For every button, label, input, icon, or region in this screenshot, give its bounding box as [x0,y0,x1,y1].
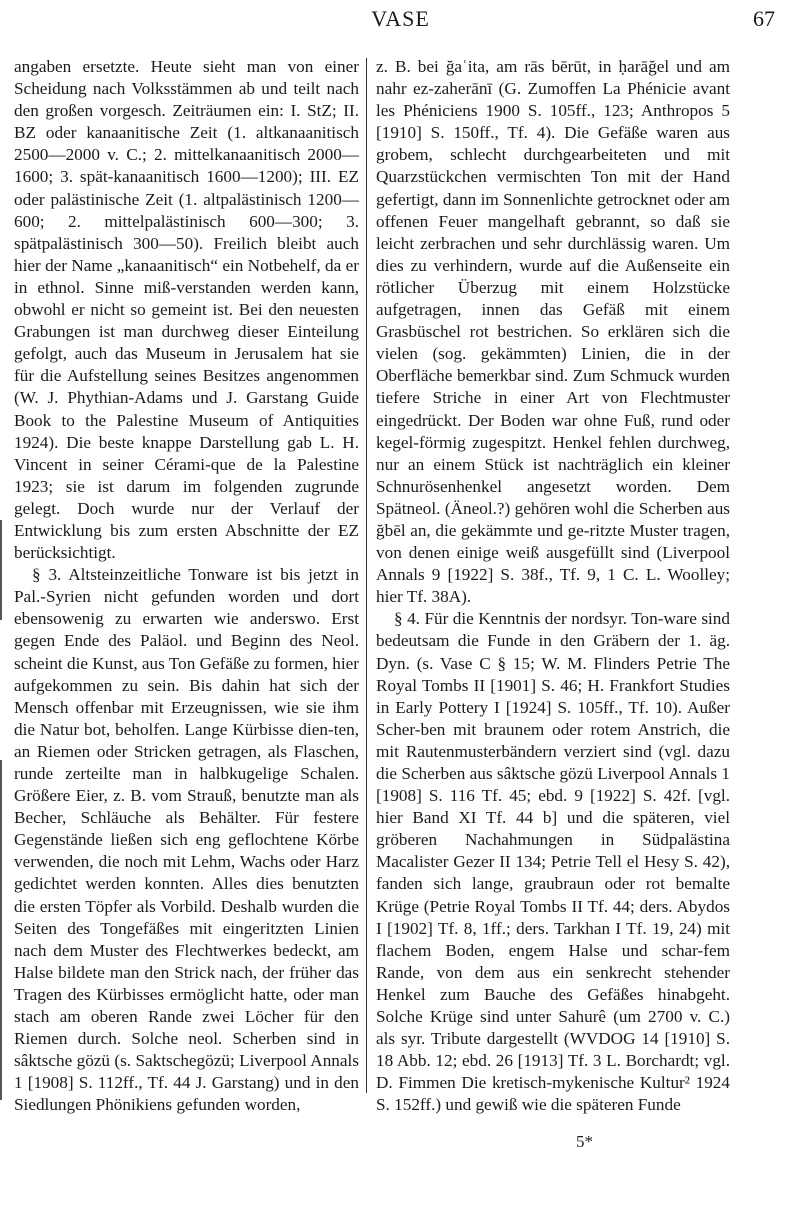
page-number: 67 [753,6,775,31]
left-column [14,56,359,1117]
paragraph-section-3: § 3. Altsteinzeitliche Tonware ist bis jetzt in Pal.-Syrien nicht gefunden worden und dort ebensowenig zu erwarten wie anderswo. Erst gegen Ende des Paläol. und Beginn des Neol. scheint die Kunst, aus Ton Gefäße zu formen, hier aufgekommen zu sein. Bis dahin hat sich der Mensch offenbar mit Erzeugnissen, wie sie ihm die Natur bot, beholfen. Lange Kürbisse dien-ten, an Riemen oder Stricken getragen, als Flaschen, runde zerteilte man in halbkugelige Schalen. Größere Eier, z. B. vom Strauß, benutzte man als Becher, Schläuche als Behälter. Für festere Gegenstände ließen sich eng geflochtene Körbe verwenden, die noch mit Lehm, Wachs oder Harz gedichtet werden konnten. Alles dies benutzten die ersten Töpfer als Vorbild. Deshalb wurden die Seiten des Tongefäßes mit eingeritzten Linien nach dem Muster des Flechtwerkes bedeckt, am Halse bildete man den Strick nach, der früher das Tragen des Kürbisses ermöglicht hatte, oder man stach am oberen Rande zwei Löcher für den Riemen durch. Solche neol. Scherben sind in sâktsche gözü (s. Saktschegözü; Liverpool Annals 1 [1908] S. 112ff., Tf. 44 J. Garstang) und in den Siedlungen Phönikiens gefunden worden, [14,565,359,1115]
scan-edge-mark [0,520,2,620]
paragraph: z. B. bei ğaʿita, am rās bērūt, in ḥarāğel und am nahr ez-zaherānī (G. Zumoffen La Phénicie avant les Phéniciens 1900 S. 105ff., 123; Anthropos 5 [1910] S. 150ff., Tf. 4). Die Gefäße waren aus grobem, schlecht durchgearbeiteten und mit Quarzstückchen vermischten Ton mit der Hand gefertigt, dann im Sonnenlichte getrocknet oder am offenen Feuer mangelhaft gebrannt, so daß sie leicht zerbrachen und sehr durchlässig waren. Um dies zu verhindern, wurde auf die Außenseite ein rötlicher Überzug mit einem Holzstücke aufgetragen, innen das Gefäß mit einem Grasbüschel rot bestrichen. So erklären sich die vielen (sog. gekämmten) Linien, die in der Oberfläche bemerkbar sind. Zum Schmuck wurden tiefere Striche in einer Art von Flechtmuster eingedrückt. Der Boden war ohne Fuß, rund oder kegel-förmig zugespitzt. Henkel fehlen durchweg, nur an einem Stück ist nachträglich ein kleiner Schnurösenhenkel angesetzt worden. Dem Spätneol. (Äneol.?) gehören wohl die Scherben aus ğbēl an, die gekämmte und ge-ritzte Muster tragen, von denen einige weiß ausgefüllt sind (Liverpool Annals 9 [1922] S. 38f., Tf. 9, 1 C. L. Woolley; hier Tf. 38A). [376,57,730,607]
paragraph-section-4: § 4. Für die Kenntnis der nordsyr. Ton-ware sind bedeutsam die Funde in den Gräbern der 1. äg. Dyn. (s. Vase C § 15; W. M. Flinders Petrie The Royal Tombs II [1901] S. 46; H. Frankfort Studies in Early Pottery I [1924] S. 105ff., Tf. 10). Außer Scher-ben mit braunem oder rotem Anstrich, die mit Rautenmusterbändern verziert sind (vgl. dazu die Scherben aus sâktsche gözü Liverpool Annals 1 [1908] S. 116 Tf. 45; ebd. 9 [1922] S. 42f. [vgl. hier Band XI Tf. 44 b] und die späteren, viel gröberen Nachahmungen in Südpalästina Macalister Gezer II 134; Petrie Tell el Hesy S. 42), fanden sich lange, graubraun oder rot bemalte Krüge (Petrie Royal Tombs II Tf. 44; ders. Abydos I [1902] Tf. 8, 1ff.; ders. Tarkhan I Tf. 19, 24) mit flachem Boden, engem Halse und schar-fem Rande, von dem aus ein senkrecht stehender Henkel zum Bauche des Gefäßes hinabgeht. Solche Krüge sind unter Sahurê (um 2700 v. C.) als syr. Tribute dargestellt (WVDOG 14 [1910] S. 18 Abb. 12; ebd. 26 [1913] Tf. 3 L. Borchardt; vgl. D. Fimmen Die kretisch-mykenische Kultur² 1924 S. 152ff.) und gewiß wie die späteren Funde [376,609,730,1115]
paragraph: angaben ersetzte. Heute sieht man von einer Scheidung nach Volksstämmen ab und teilt nach den großen vorgesch. Zeiträumen ein: I. StZ; II. BZ oder kanaanitische Zeit (1. altkanaanitisch 2500—2000 v. C.; 2. mittelkanaanitisch 2000—1600; 3. spät-kanaanitisch 1600—1200); III. EZ oder palästinische Zeit (1. altpalästinisch 1200—600; 2. mittelpalästinisch 600—300; 3. spätpalästinisch 300—50). Freilich bleibt auch hier der Name „kanaanitisch“ ein Notbehelf, da er in ethnol. Sinne miß-verstanden werden kann, obwohl er nicht so gemeint ist. Bei den neuesten Grabungen ist man durchweg dieser Einteilung gefolgt, auch das Museum in Jerusalem hat sie für die Aufstellung seines Besitzes angenommen (W. J. Phythian-Adams und J. Garstang Guide Book to the Palestine Museum of Antiquities 1924). Die beste knappe Darstellung gab L. H. Vincent in seiner Cérami-que de la Palestine 1923; sie ist darum im folgenden zugrunde gelegt. Doch wurde nur der Verlauf der Entwicklung bis zum ersten Abschnitte der EZ berücksichtigt. [14,57,359,563]
signature-mark: 5* [576,1132,593,1151]
running-head: VASE [371,6,430,31]
scan-edge-mark [0,760,2,1100]
column-divider [366,58,367,1093]
right-column [376,56,730,1117]
